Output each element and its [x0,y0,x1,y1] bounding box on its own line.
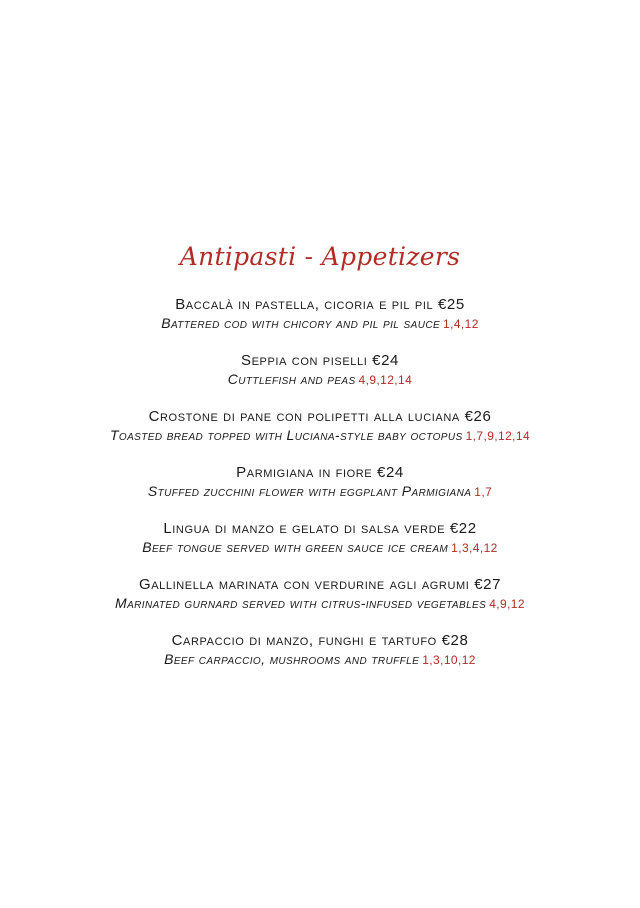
allergen-codes: 1,3,4,12 [451,541,498,555]
dish-description: Toasted bread topped with Luciana-style baby octopus [109,427,463,443]
dish-description-line [0,594,640,613]
allergen-codes: 1,4,12 [443,317,479,331]
dish-description-line [0,426,640,445]
allergen-codes: 4,9,12,14 [358,373,413,387]
dish-description-line [0,370,640,389]
dish-item [0,352,640,389]
dish-description: Beef tongue served with green sauce ice cream [142,539,449,555]
dish-description-line [0,482,640,501]
allergen-codes: 1,3,10,12 [422,653,476,667]
dish-name: Baccalà in pastella, cicoria e pil pil €25 [175,296,465,313]
dish-item [0,408,640,445]
dish-description-line [0,538,640,557]
dish-item [0,576,640,613]
dish-item [0,296,640,333]
dish-description-line [0,650,640,669]
dish-description: Cuttlefish and peas [227,371,356,387]
dish-name: Lingua di manzo e gelato di salsa verde €22 [163,520,477,537]
dish-list [0,296,640,688]
dish-description-line [0,314,640,333]
section-title: Antipasti - Appetizers [179,242,461,271]
dish-item [0,520,640,557]
allergen-codes: 4,9,12 [489,597,525,611]
dish-description: Marinated gurnard served with citrus-infused vegetables [115,595,487,611]
dish-name: Crostone di pane con polipetti alla luciana €26 [148,408,492,425]
dish-description: Battered cod with chicory and pil pil sauce [161,315,441,331]
dish-name: Carpaccio di manzo, funghi e tartufo €28 [171,632,469,649]
allergen-codes: 1,7,9,12,14 [465,429,531,443]
dish-description: Stuffed zucchini flower with eggplant Parmigiana [147,483,472,499]
allergen-codes: 1,7 [474,485,493,499]
dish-item [0,632,640,669]
dish-name: Gallinella marinata con verdurine agli agrumi €27 [138,576,502,593]
dish-name: Seppia con piselli €24 [241,352,399,369]
dish-description: Beef carpaccio, mushrooms and truffle [164,651,420,667]
dish-item [0,464,640,501]
dish-name: Parmigiana in fiore €24 [236,464,404,481]
